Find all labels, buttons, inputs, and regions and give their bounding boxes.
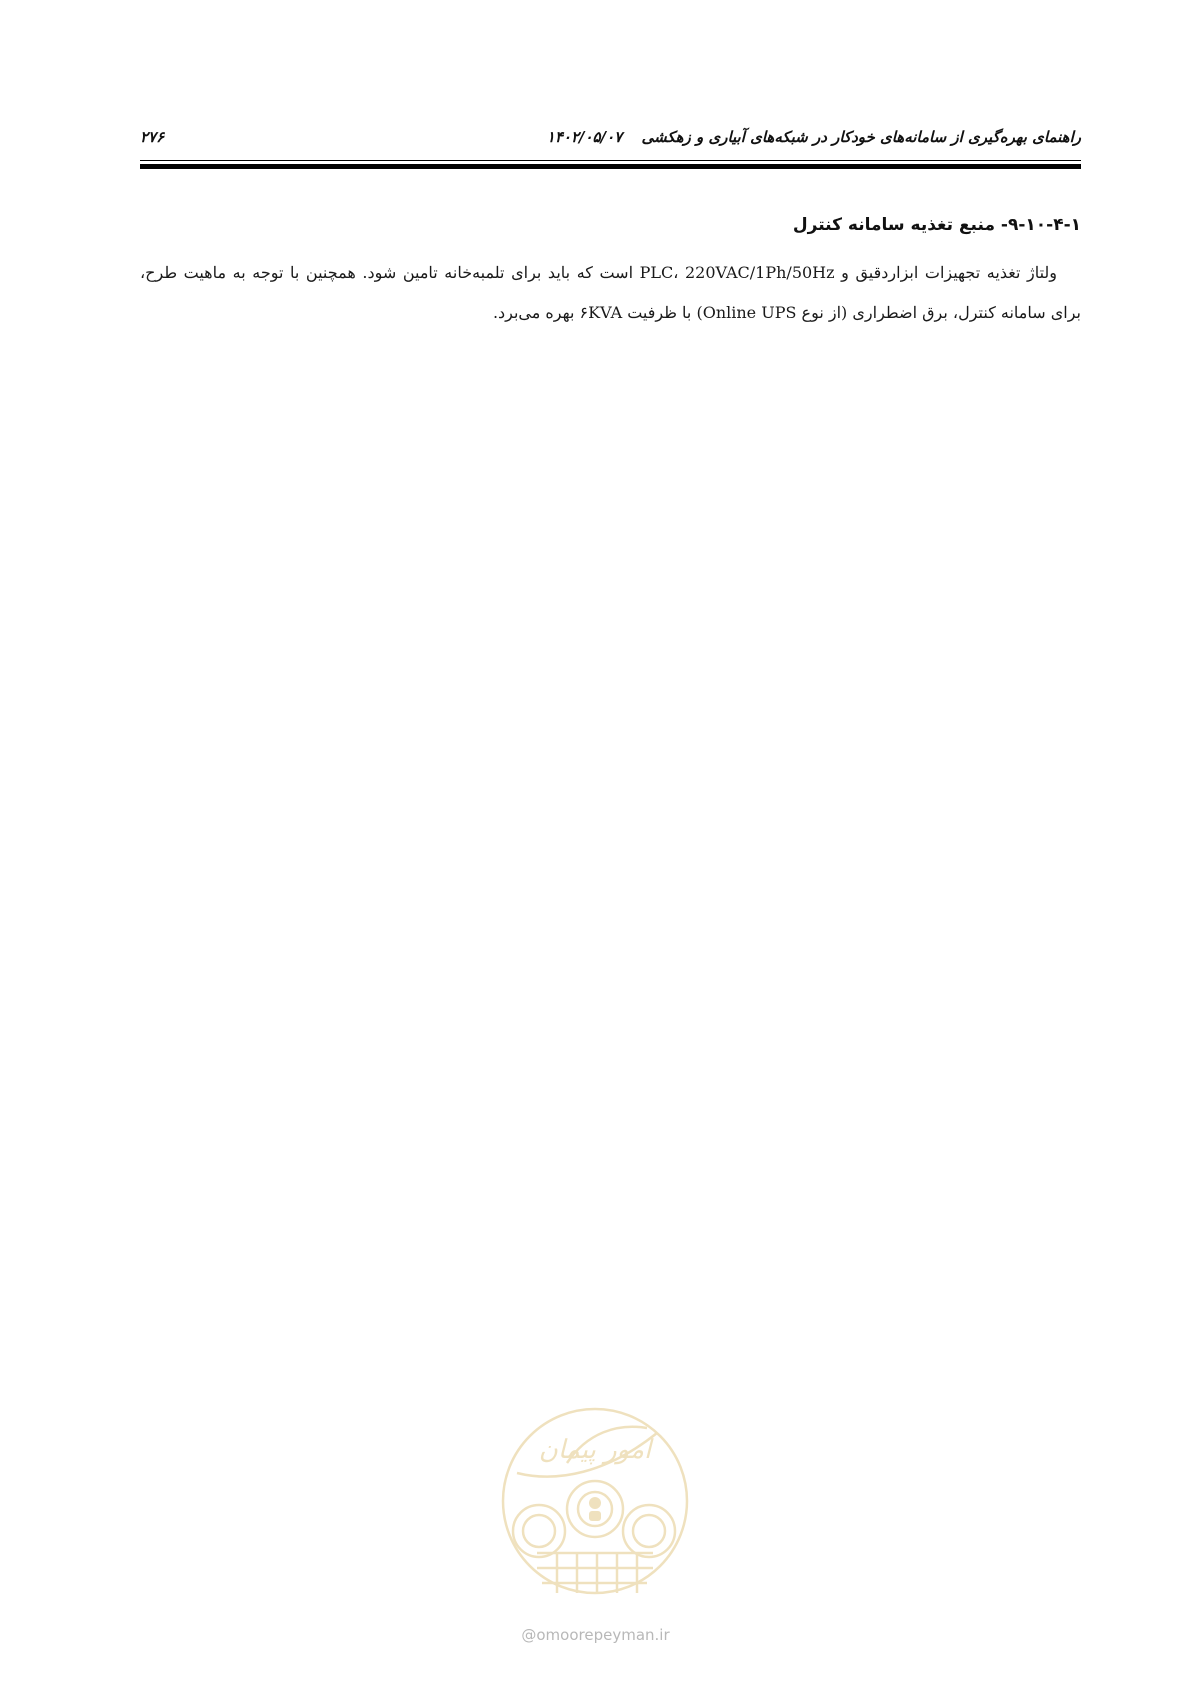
running-header-title <box>547 128 1081 146</box>
header-date: ۱۴۰۲/۰۵/۰۷ <box>546 128 623 146</box>
header-rule-thick <box>140 164 1081 169</box>
running-header <box>140 128 1081 158</box>
watermark-url: @omoorepeyman.ir <box>521 1626 670 1644</box>
header-rule-thin <box>140 160 1081 161</box>
page-number: ۲۷۶ <box>140 128 165 146</box>
watermark-logo-text: امور پیمان <box>538 1435 652 1465</box>
header-book-title: راهنمای بهره‌گیری از سامانه‌های خودکار در شبکه‌های آبیاری و زهکشی <box>641 128 1081 146</box>
section-heading: ۹-۱۰-۴-۱- منبع تغذیه سامانه کنترل <box>792 215 1081 235</box>
body-paragraph: ولتاژ تغذیه تجهیزات ابزاردقیق و PLC، 220VAC/1Ph/50Hz است که باید برای تلمبه‌خانه تامین شود. همچنین با توجه به ماهیت طرح، برای سامانه کنترل، برق اضطراری (از نوع Online UPS) با ظرفیت ۶KVA بهره می‌برد. <box>140 263 1081 322</box>
watermark-logo-icon <box>497 1403 693 1643</box>
page-body <box>140 215 1081 333</box>
